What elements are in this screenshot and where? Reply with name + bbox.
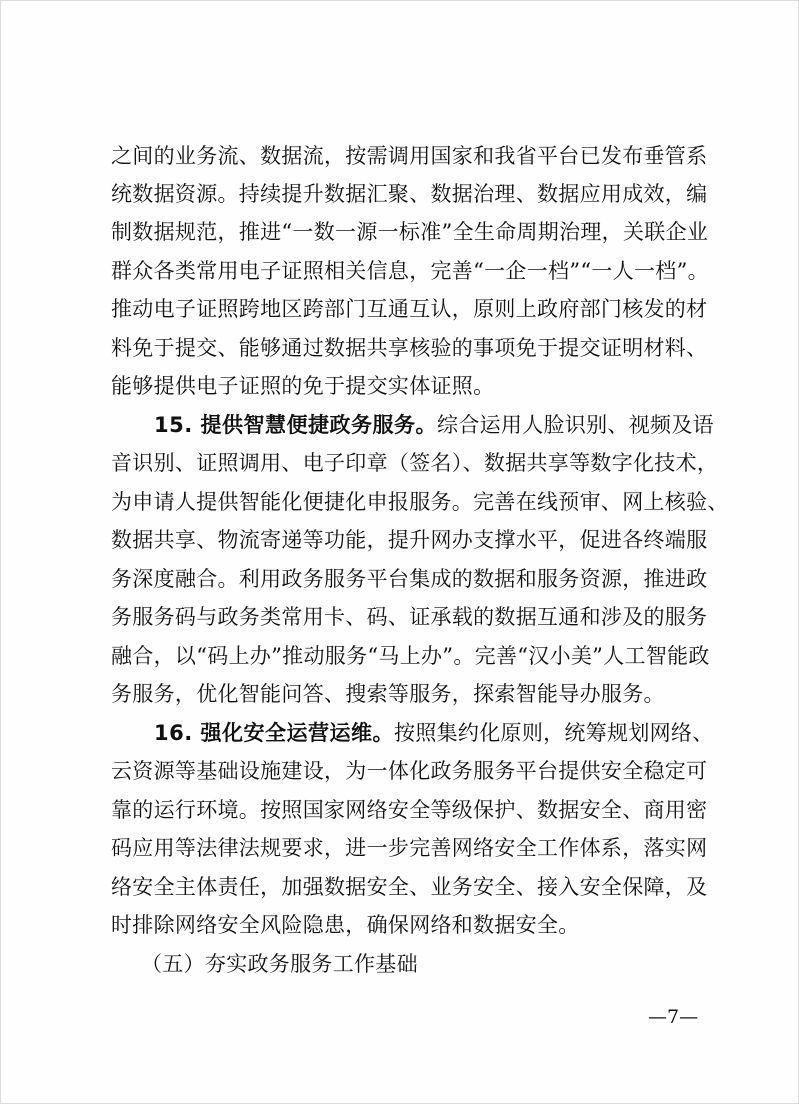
section-15-line: 数据共享、物流寄递等功能，提升网办支撑水平，促进各终端服 (111, 528, 708, 552)
section-15-first-text: 综合运用人脸识别、视频及语 (437, 413, 714, 437)
section-16-first-line (154, 721, 721, 745)
section-16-line: 云资源等基础设施建设，为一体化政务服务平台提供安全稳定可 (111, 759, 708, 783)
subsection-5-heading: （五）夯实政务服务工作基础 (141, 952, 418, 976)
page-number: —7— (648, 1006, 699, 1028)
section-15-line: 音识别、证照调用、电子印章（签名）、数据共享等数字化技术， (111, 451, 719, 475)
section-15-line: 为申请人提供智能化便捷化申报服务。完善在线预审、网上核验、 (111, 490, 729, 514)
body-line: 统数据资源。持续提升数据汇聚、数据治理、数据应用成效，编 (111, 182, 708, 206)
section-16-first-text: 按照集约化原则，统筹规划网络、 (394, 721, 714, 745)
body-line: 料免于提交、能够通过数据共享核验的事项免于提交证明材料、 (111, 336, 708, 360)
section-15-line: 务服务码与政务类常用卡、码、证承载的数据互通和涉及的服务 (111, 605, 708, 629)
section-16-heading: 16. 强化安全运营运维。 (154, 721, 395, 745)
section-15-heading: 15. 提供智慧便捷政务服务。 (154, 413, 438, 437)
section-16-line: 时排除网络安全风险隐患，确保网络和数据安全。 (111, 913, 580, 937)
section-16-line: 络安全主体责任，加强数据安全、业务安全、接入安全保障，及 (111, 875, 708, 899)
body-line: 能够提供电子证照的免于提交实体证照。 (111, 374, 495, 398)
body-line: 之间的业务流、数据流，按需调用国家和我省平台已发布垂管系 (111, 144, 708, 168)
section-15-first-line (154, 413, 721, 437)
section-16-line: 靠的运行环境。按照国家网络安全等级保护、数据安全、商用密 (111, 798, 708, 822)
section-15-line: 务深度融合。利用政务服务平台集成的数据和服务资源，推进政 (111, 567, 708, 591)
body-line: 制数据规范，推进“一数一源一标准”全生命周期治理，关联企业 (111, 220, 709, 244)
body-line: 推动电子证照跨地区跨部门互通互认，原则上政府部门核发的材 (111, 297, 708, 321)
section-16-line: 码应用等法律法规要求，进一步完善网络安全工作体系，落实网 (111, 836, 708, 860)
body-line: 群众各类常用电子证照相关信息，完善“一企一档”“一人一档”。 (111, 259, 709, 283)
section-15-line: 融合，以“码上办”推动服务“马上办”。完善“汉小美”人工智能政 (111, 644, 710, 668)
section-15-line: 务服务，优化智能问答、搜索等服务，探索智能导办服务。 (111, 682, 665, 706)
